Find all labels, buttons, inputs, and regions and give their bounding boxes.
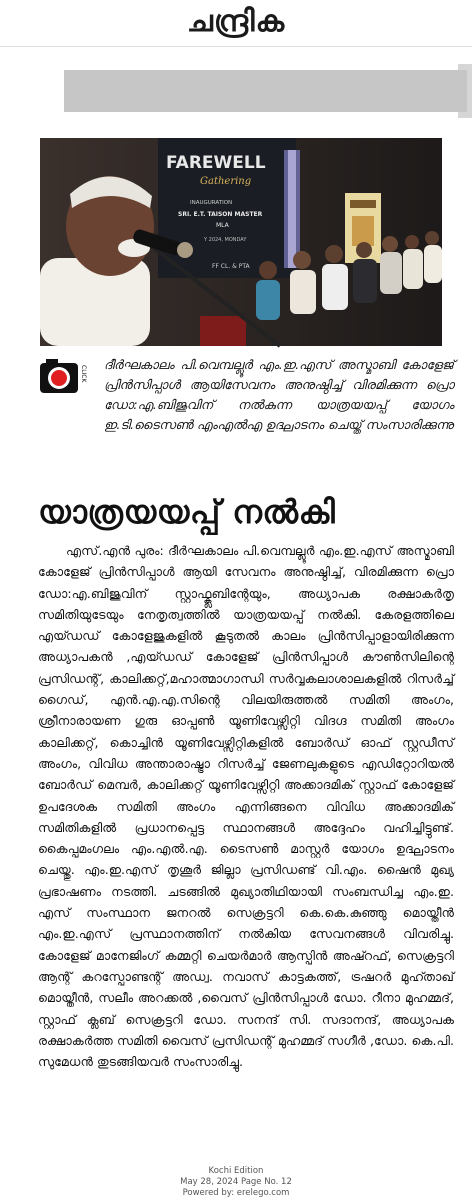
article-headline: യാത്രയയപ്പ് നൽകി — [38, 493, 336, 531]
banner-subtitle-text: Gathering — [200, 176, 252, 187]
header-divider — [0, 46, 472, 47]
photo-caption: ദീർഘകാലം പി.വെമ്പല്ലൂർ എം.ഇ.എസ് അസ്മാബി കോളേജ് പ്രിൻസിപ്പാൾ ആയിസേവനം അനുഷ്ഠിച്ച് വിരമിക്കുന്ന പ്രൊ ഡോ:എ.ബിജുവിന് നൽകുന്ന യാത്രയയപ്പ് യോഗം ഇ.ടി.ടൈസൺ എംഎൽഎ ഉദ്ഘാടനം ചെയ്ത് സംസാരിക്കുന്നു — [104, 357, 454, 432]
banner-line1-text: INAUGURATION — [190, 200, 233, 206]
news-photo — [40, 138, 442, 346]
banner-line2-text: SRI. E.T. TAISON MASTER — [178, 211, 263, 218]
caption-block — [38, 355, 454, 491]
camera-label: CLICK — [80, 365, 87, 383]
banner-line4-text: Y 2024, MONDAY — [204, 237, 247, 243]
red-chair — [200, 316, 246, 346]
masthead — [0, 0, 472, 44]
camera-icon — [38, 355, 86, 399]
page-footer — [0, 1166, 472, 1199]
date-page-label: May 28, 2024 Page No. 12 — [180, 1177, 292, 1187]
powered-by-link[interactable]: Powered by: erelego.com — [182, 1188, 290, 1198]
newspaper-title: ചന്ദ്രിക — [186, 4, 286, 39]
grey-banner — [64, 70, 467, 112]
article-body: എസ്.എൻ പുരം: ദീർഘകാലം പി.വെമ്പല്ലൂർ എം.ഇ.എസ് അസ്മാബി കോളേജ് പ്രിൻസിപ്പാൾ ആയി സേവനം അനുഷ്ഠിച്ച്, വിരമിക്കുന്ന പ്രൊ ഡോ:എ.ബിജുവിന് സ്റ്റാഫ്ക്ലബിന്റേയും, അധ്യാപക രക്ഷാകർതൃ സമിതിയുടേയും നേതൃത്വത്തിൽ യാത്രയയപ്പ് നൽകി. കേരളത്തിലെ എയ്ഡഡ് കോളേജുകളിൽ കൂടുതൽ കാലം പ്രിൻസിപ്പാളായിരിക്കുന്ന അധ്യാപകൻ ,എയ്ഡഡ് കോളേജ് പ്രിൻസിപ്പാൾ കൗൺസിലിന്റെ പ്രസിഡന്റ്, കാലിക്കറ്റ്,മഹാത്മാഗാന്ധി സർവ്വകലാശാലകളിൽ റിസർച്ച് ഗൈഡ്, എൻ.എ.എ.സിന്റെ വിലയിരുത്തൽ സമിതി അംഗം, ശ്രീനാരായണ ഗുരു ഓപ്പൺ യൂണിവേഴ്സിറ്റി വിദഗ്ദ സമിതി അംഗം കാലിക്കറ്റ്, കൊച്ചിൻ യൂണിവേഴ്സിറ്റികളിൽ ബോർഡ് ഓഫ് സ്റ്റഡീസ് അംഗം, വിവിധ അന്താരാഷ്ട്രാ റിസർച്ച് ജേണലുകളുടെ എഡിറ്റോറിയൽ ബോർഡ് മെമ്പർ, കാലിക്കറ്റ് യൂണിവേഴ്സിറ്റി അക്കാദമിക് സ്റ്റാഫ് കോളേജ് ഉപദേശക സമിതി അംഗം എന്നിങ്ങനെ വിവിധ അക്കാദമിക് സമിതികളിൽ പ്രധാനപ്പെട്ട സ്ഥാനങ്ങൾ അദ്ദേഹം വഹിച്ചിട്ടുണ്ട്. കൈപ്പമംഗലം എം.എൽ.എ. ടൈസൺ മാസ്റ്റർ യോഗം ഉദ്ഘാടനം ചെയ്തു. എം.ഇ.എസ് തൃശൂർ ജില്ലാ പ്രസിഡണ്ട് വി.എം. ഷൈൻ മുഖ്യ പ്രഭാഷണം നടത്തി. ചടങ്ങിൽ മുഖ്യാതിഥിയായി സംബന്ധിച്ച എം.ഇ. എസ് സംസ്ഥാന ജനറൽ സെക്രട്ടറി കെ.കെ.കുഞ്ഞു മൊയ്തീൻ എം.ഇ.എസ് പ്രസ്ഥാനത്തിന് നൽകിയ സേവനങ്ങൾ വിവരിച്ചു. കോളേജ് മാനേജിംഗ് കമ്മറ്റി ചെയർമാർ ആസ്പിൻ അഷ്റഫ്, സെക്രട്ടറി ആന്റ് കറസ്പോണ്ടന്റ് അഡ്വ. നവാസ് കാട്ടകത്ത്, ട്രഷറർ മുഹ്താഖ് മൊയ്തീൻ, സലീം അറക്കൽ ,വൈസ് പ്രിൻസിപ്പാൾ ഡോ. റീനാ മുഹമ്മദ്, സ്റ്റാഫ് ക്ലബ് സെക്രട്ടറി ഡോ. സനന്ദ് സി. സദാനന്ദ്, അധ്യാപക രക്ഷാകർത്ത സമിതി വൈസ് പ്രസിഡന്റ് മുഹമ്മദ് സഗീർ ,ഡോ. കെ.പി. സുമേധൻ തുടങ്ങിയവർ സംസാരിച്ചു. — [38, 543, 454, 1070]
banner-title-text: FAREWELL — [166, 153, 266, 173]
edition-label: Kochi Edition — [208, 1166, 264, 1176]
photo-illustration — [40, 138, 442, 346]
banner-line3-text: MLA — [216, 222, 229, 229]
banner-line5-text: FF CL. & PTA — [212, 263, 250, 270]
